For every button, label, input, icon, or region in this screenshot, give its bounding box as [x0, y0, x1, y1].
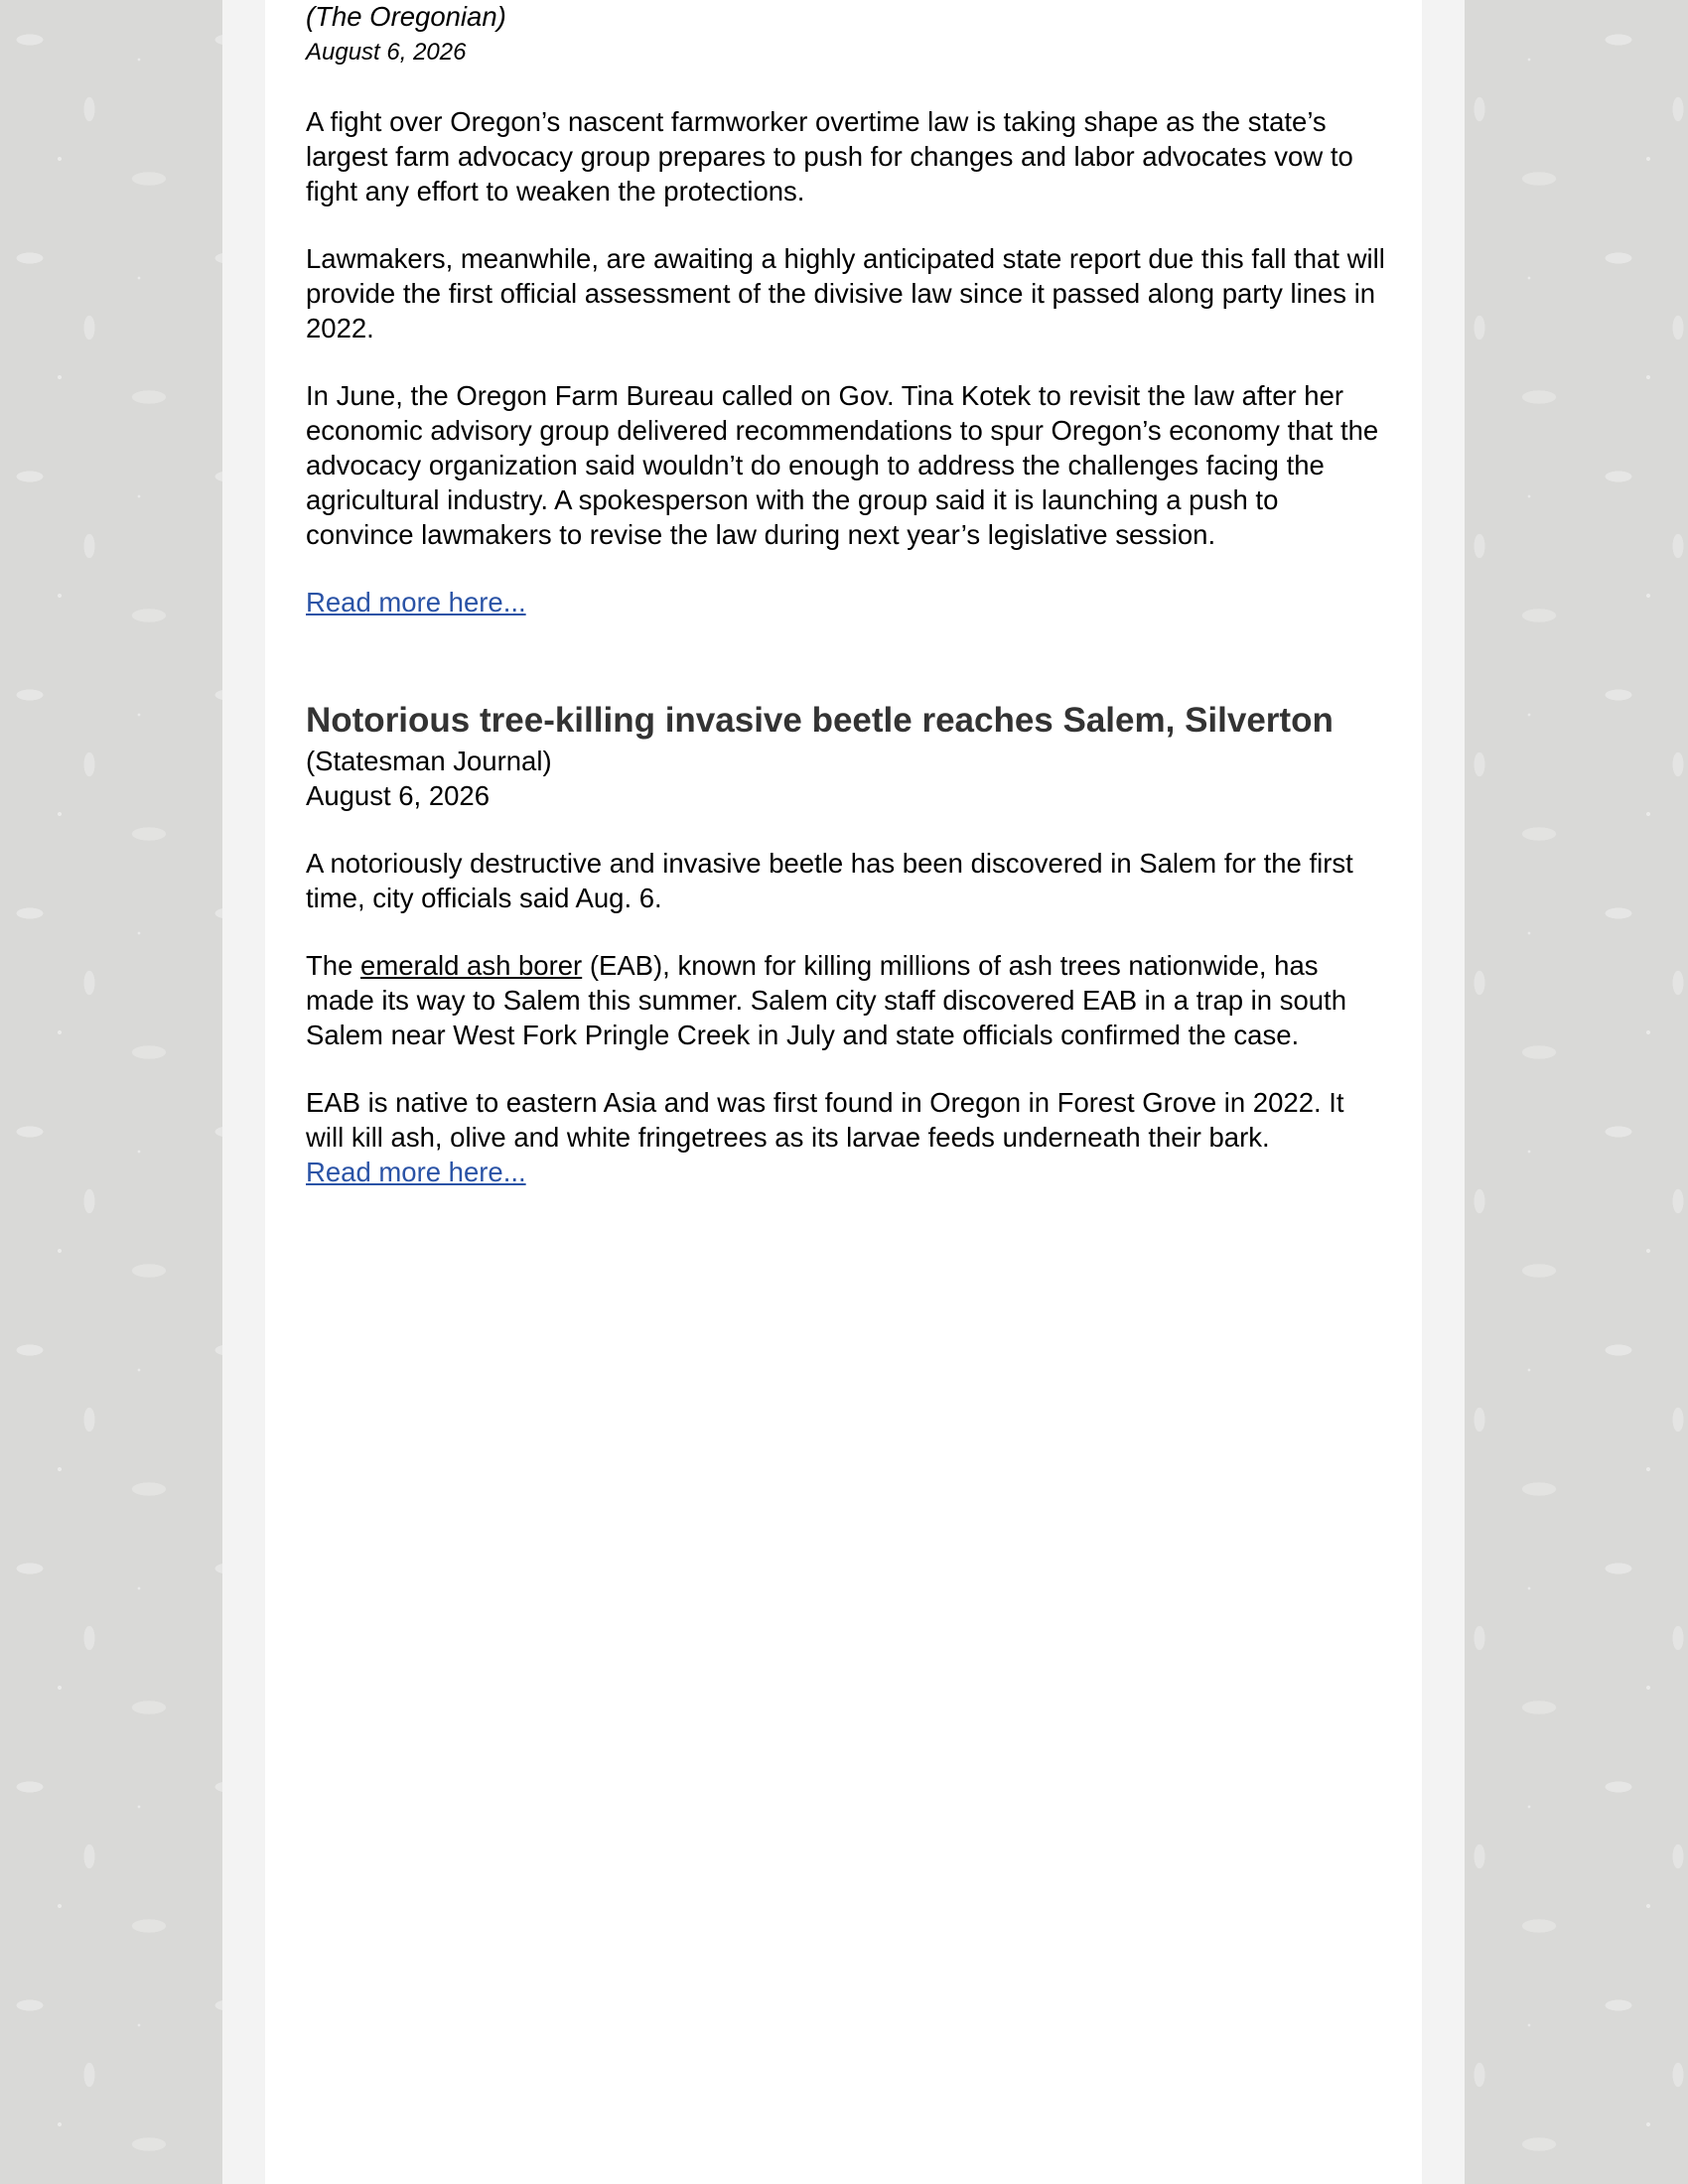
article-date: August 6, 2026 [306, 39, 467, 66]
article-source: (The Oregonian) [306, 1, 506, 32]
article-date: August 6, 2026 [306, 780, 491, 811]
article-paragraph: In June, the Oregon Farm Bureau called on Gov. Tina Kotek to revisit the law after her economic advisory group delivered recommendations to spur Oregon’s economy that the advocacy organization said wouldn’t do enough to address the challenges facing the agricultural industry. A spokesperson with the group said it is launching a push to convince lawmakers to revise the law during next year’s legislative session. [306, 380, 1379, 550]
emerald-ash-borer-link[interactable]: emerald ash borer [360, 950, 583, 981]
paragraph-prefix: The [306, 950, 361, 981]
read-more-link[interactable]: Read more here... [306, 1157, 526, 1187]
article-paragraph: Lawmakers, meanwhile, are awaiting a highly anticipated state report due this fall that will provide the first official assessment of the divisive law since it passed along party lines in 2022. [306, 243, 1385, 343]
article-paragraph [306, 948, 1386, 1052]
paragraph-suffix: (EAB), known for killing millions of ash trees nationwide, has made its way to Salem this summer. Salem city staff discovered EAB in a trap in south Salem near West Fork Pringle Creek in July and state officials confirmed the case. [306, 950, 1346, 1050]
article-paragraph: A fight over Oregon’s nascent farmworker overtime law is taking shape as the state’s largest farm advocacy group prepares to push for changes and labor advocates vow to fight any effort to weaken the protections. [306, 106, 1353, 206]
article-oregonian [306, 0, 1386, 619]
newsletter-content [306, 0, 1386, 1189]
article-beetle [306, 698, 1386, 1189]
article-paragraph: A notoriously destructive and invasive beetle has been discovered in Salem for the first time, city officials said Aug. 6. [306, 848, 1353, 913]
read-more-link[interactable]: Read more here... [306, 587, 526, 617]
article-paragraph: EAB is native to eastern Asia and was first found in Oregon in Forest Grove in 2022. It will kill ash, olive and white fringetrees as its larvae feeds underneath their bark. [306, 1087, 1344, 1153]
article-source: (Statesman Journal) [306, 746, 552, 776]
article-headline: Notorious tree-killing invasive beetle reaches Salem, Silverton [306, 701, 1334, 740]
